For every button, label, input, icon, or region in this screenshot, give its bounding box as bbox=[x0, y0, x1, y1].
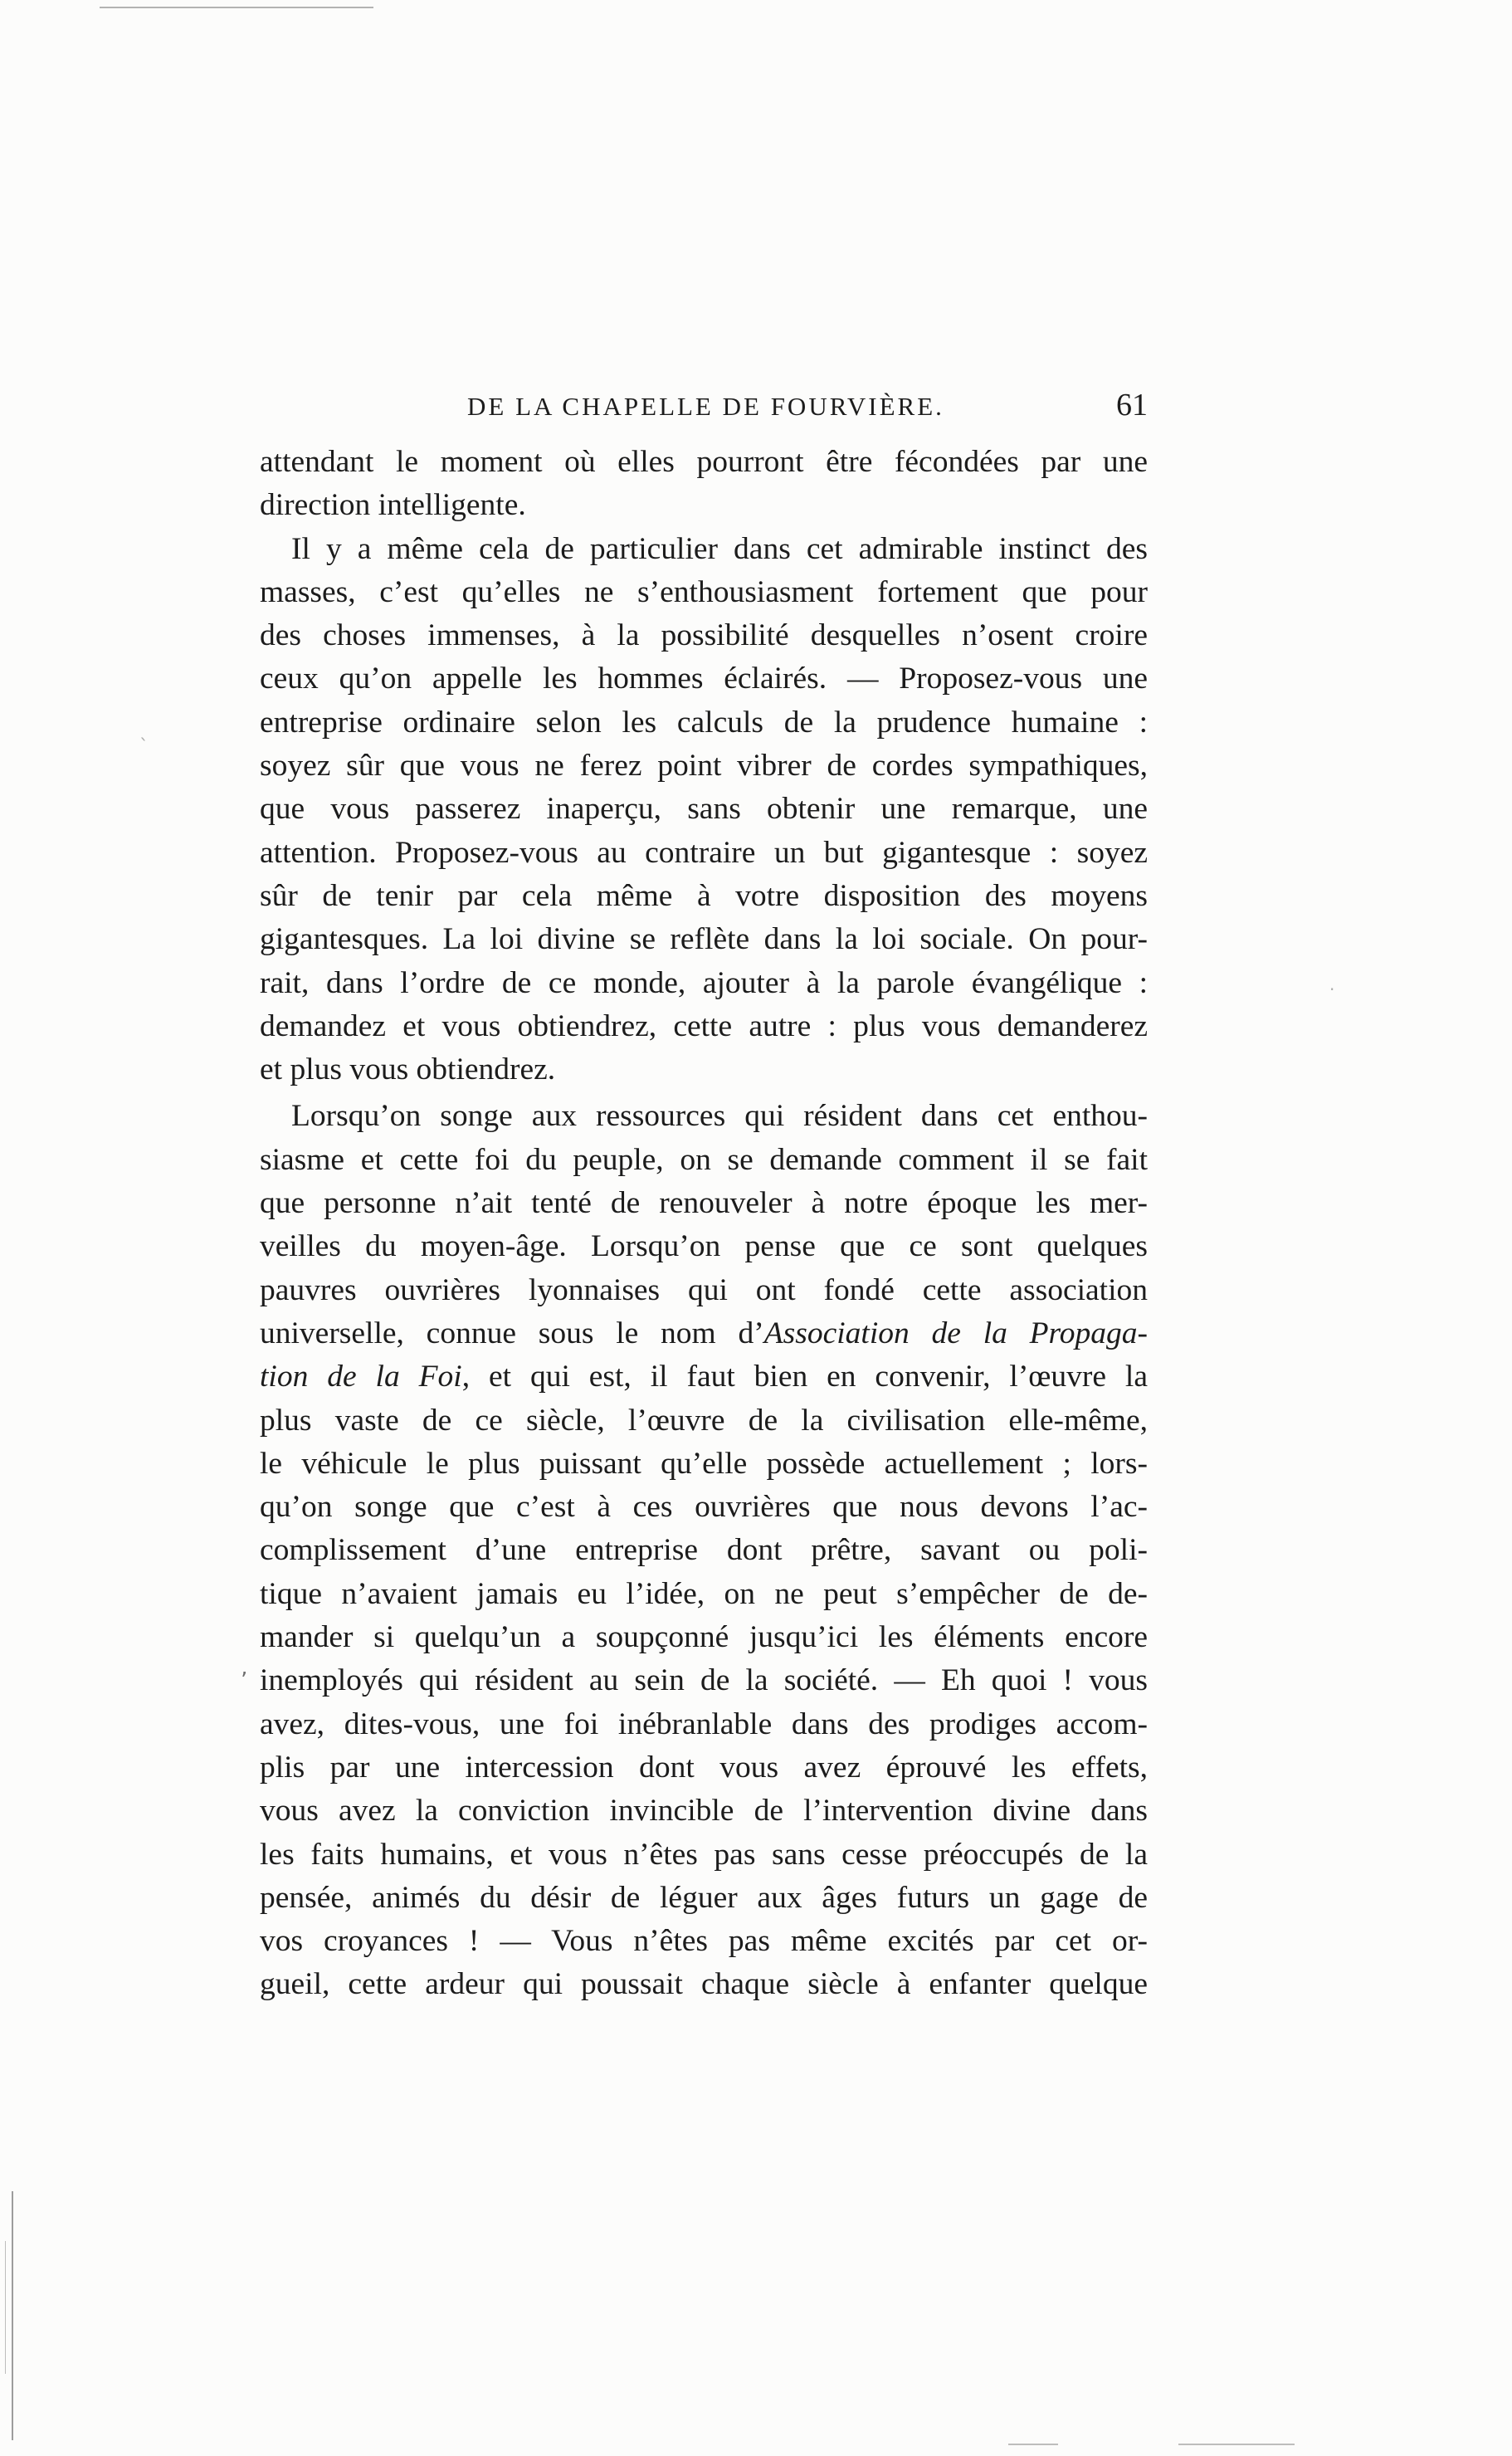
text-line: attendant le moment où elles pourront être fécondées par une bbox=[260, 445, 1148, 479]
text-line: que vous passerez inaperçu, sans obtenir une remarque, une bbox=[260, 792, 1148, 827]
text-line: mander si quelqu’un a soupçonné jusqu’ici les éléments encore bbox=[260, 1620, 1148, 1655]
text-line: pauvres ouvrières lyonnaises qui ont fondé cette association bbox=[260, 1272, 1148, 1307]
text-line-italic-end: tion de la Foi, et qui est, il faut bien en convenir, l’œuvre la bbox=[260, 1360, 1148, 1394]
italic-title-part: tion de la Foi bbox=[260, 1360, 462, 1394]
text-line: avez, dites-vous, une foi inébranlable dans des prodiges accom- bbox=[260, 1707, 1148, 1741]
text-line: soyez sûr que vous ne ferez point vibrer de cordes sympathiques, bbox=[260, 749, 1148, 784]
running-title: DE LA CHAPELLE DE FOURVIÈRE. bbox=[467, 392, 944, 421]
italic-title-part: Association de la Propaga- bbox=[763, 1316, 1148, 1350]
text-line: Il y a même cela de particulier dans cet admirable instinct des bbox=[291, 531, 1148, 566]
text-line: demandez et vous obtiendrez, cette autre : plus vous demanderez bbox=[260, 1008, 1148, 1043]
scan-edge-mark-bottom-2 bbox=[1178, 2444, 1295, 2445]
text-line: rait, dans l’ordre de ce monde, ajouter à la parole évangélique : bbox=[260, 965, 1148, 1000]
scan-edge-mark-left-2 bbox=[5, 2241, 6, 2374]
stray-mark-margin: ˎ bbox=[139, 720, 149, 741]
scan-edge-mark-left bbox=[12, 2191, 13, 2440]
text-line-italic-start: universelle, connue sous le nom d’Association de la Propaga- bbox=[260, 1316, 1148, 1350]
text-line: des choses immenses, à la possibilité desquelles n’osent croire bbox=[260, 618, 1148, 653]
text-line: sûr de tenir par cela même à votre disposition des moyens bbox=[260, 878, 1148, 913]
text-line: les faits humains, et vous n’êtes pas sans cesse préoccupés de la bbox=[260, 1837, 1148, 1872]
text-line: veilles du moyen-âge. Lorsqu’on pense que ce sont quelques bbox=[260, 1229, 1148, 1264]
stray-mark-left-bullet: ʼ bbox=[241, 1668, 248, 1693]
text-line: masses, c’est qu’elles ne s’enthousiasment fortement que pour bbox=[260, 574, 1148, 609]
text-line: entreprise ordinaire selon les calculs de la prudence humaine : bbox=[260, 705, 1148, 740]
text-line: et plus vous obtiendrez. bbox=[260, 1052, 556, 1087]
running-head bbox=[260, 387, 1148, 427]
text-line: complissement d’une entreprise dont prêtre, savant ou poli- bbox=[260, 1533, 1148, 1568]
text-line: inemployés qui résident au sein de la société. — Eh quoi ! vous bbox=[260, 1663, 1148, 1698]
text-line: vos croyances ! — Vous n’êtes pas même excités par cet or- bbox=[260, 1924, 1148, 1959]
text-line: direction intelligente. bbox=[260, 488, 526, 523]
text-line: ceux qu’on appelle les hommes éclairés. — Proposez-vous une bbox=[260, 662, 1148, 696]
text-line: tique n’avaient jamais eu l’idée, on ne peut s’empêcher de de- bbox=[260, 1576, 1148, 1611]
text-line: Lorsqu’on songe aux ressources qui résident dans cet enthou- bbox=[291, 1099, 1148, 1134]
text-line: plis par une intercession dont vous avez éprouvé les effets, bbox=[260, 1750, 1148, 1785]
scan-edge-mark-top bbox=[100, 7, 373, 8]
text-line: gueil, cette ardeur qui poussait chaque siècle à enfanter quelque bbox=[260, 1967, 1148, 2002]
text-line: pensée, animés du désir de léguer aux âges futurs un gage de bbox=[260, 1880, 1148, 1915]
page-number: 61 bbox=[1116, 388, 1148, 422]
text-line: siasme et cette foi du peuple, on se demande comment il se fait bbox=[260, 1142, 1148, 1177]
text-line: le véhicule le plus puissant qu’elle possède actuellement ; lors- bbox=[260, 1446, 1148, 1481]
text-line: gigantesques. La loi divine se reflète dans la loi sociale. On pour- bbox=[260, 922, 1148, 957]
text-line: que personne n’ait tenté de renouveler à notre époque les mer- bbox=[260, 1186, 1148, 1221]
text-line: qu’on songe que c’est à ces ouvrières que nous devons l’ac- bbox=[260, 1490, 1148, 1525]
text-line: plus vaste de ce siècle, l’œuvre de la civilisation elle-même, bbox=[260, 1403, 1148, 1438]
text-line: vous avez la conviction invincible de l’intervention divine dans bbox=[260, 1794, 1148, 1829]
scan-edge-mark-bottom bbox=[1008, 2444, 1058, 2445]
text-line: attention. Proposez-vous au contraire un but gigantesque : soyez bbox=[260, 835, 1148, 870]
stray-mark-right: · bbox=[1329, 979, 1335, 999]
body-text bbox=[260, 441, 1148, 2007]
